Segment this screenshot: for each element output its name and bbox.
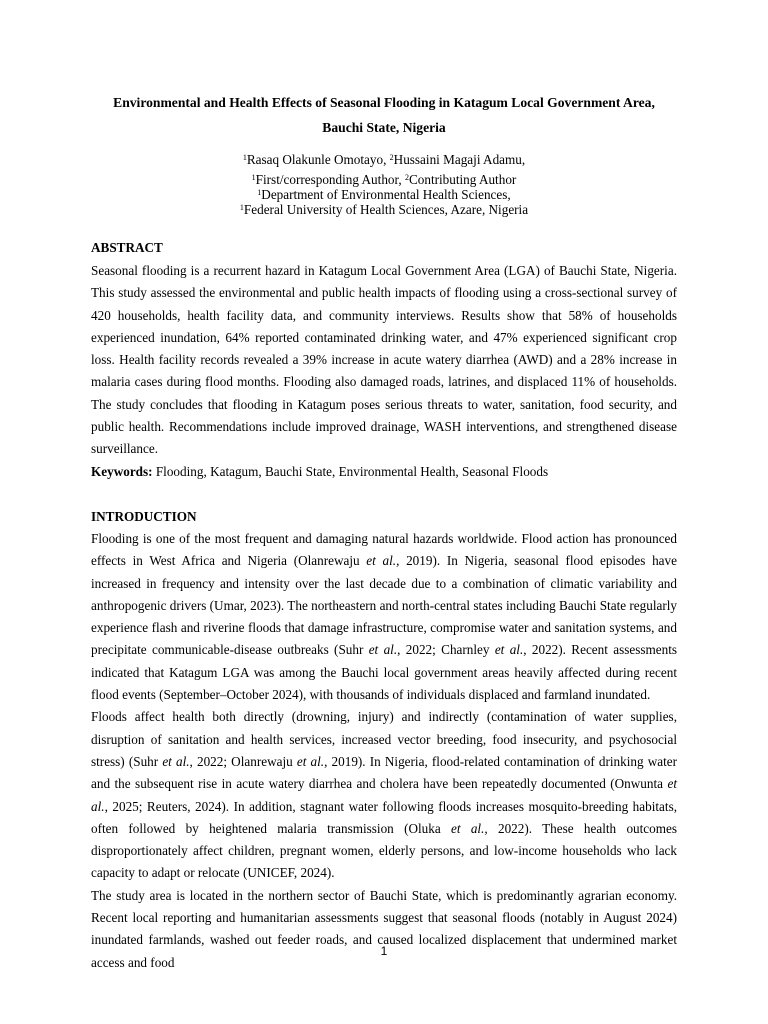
paragraph-text: , 2019). In Nigeria, seasonal flood episodes have increased in frequency and intensity over the last decade due to a combination of climatic variability and anthropogenic drivers (Umar, 2023). The northeastern and north-central states including Bauchi State regularly experience flash and riverine floods that damage infrastructure, compromise water and sanitation systems, and precipitate communicable-disease outbreaks (Suhr	[91, 553, 677, 658]
author-role: Contributing Author	[408, 172, 517, 187]
abstract-text: Seasonal flooding is a recurrent hazard in Katagum Local Government Area (LGA) of Bauchi State, Nigeria. This study assessed the environmental and public health impacts of flooding using a cross-sectional survey of 420 households, health facility data, and community interviews. Results show that 58% of households experienced inundation, 64% reported contaminated drinking water, and 47% experienced significant crop loss. Health facility records revealed a 39% increase in acute watery diarrhea (AWD) and a 28% increase in malaria cases during flood months. Flooding also damaged roads, latrines, and displaced 11% of households. The study concludes that flooding in Katagum poses serious threats to water, sanitation, food security, and public health. Recommendations include improved drainage, WASH interventions, and strengthened disease surveillance.	[91, 263, 677, 457]
citation-etal: et al.	[91, 776, 677, 814]
introduction-body	[91, 528, 677, 974]
intro-paragraph	[91, 706, 677, 884]
citation-etal: et al.	[366, 553, 397, 569]
author-department	[90, 187, 678, 202]
affiliation-mark: 1	[242, 153, 247, 162]
keywords-label: Keywords:	[91, 464, 153, 479]
paragraph-text: , 2022; Olanrewaju	[189, 753, 297, 769]
paragraph-text: , 2019). In Nigeria, flood-related contamination of drinking water and the subsequent rise in acute watery diarrhea and cholera have been repeatedly documented (Onwunta	[91, 753, 677, 792]
affiliation-mark: 1	[251, 173, 256, 182]
author-name: Rasaq Olakunle Omotayo,	[246, 152, 390, 167]
citation-etal: et al.	[296, 753, 325, 769]
author-role: First/corresponding Author,	[255, 172, 405, 187]
author-names	[90, 152, 678, 167]
paragraph-text: , 2022; Charnley	[397, 642, 495, 658]
paragraph-text: , 2025; Reuters, 2024). In addition, stagnant water following floods increases mosquito-breeding habitats, often followed by heightened malaria transmission (Oluka	[91, 798, 677, 836]
author-block	[90, 152, 678, 217]
paragraph-text: 2022). These health outcomes disproportionately affect children, pregnant women, elderly persons, and low-income households who lack capacity to adapt or relocate (UNICEF, 2024).	[91, 820, 677, 881]
title-line-2: Bauchi State, Nigeria	[322, 120, 446, 135]
paragraph-text: Floods affect health both directly (drowning, injury) and indirectly (contamination of water supplies, disruption of sanitation and health services, increased vector breeding, food insecurity, and psychosocial stress) (Suhr	[91, 709, 677, 769]
citation-etal: et al.	[494, 642, 524, 658]
affiliation-mark: 1	[239, 203, 244, 212]
university-text: Federal University of Health Sciences, Azare, Nigeria	[243, 202, 529, 217]
paragraph-text: The study area is located in the northern sector of Bauchi State, which is predominantly agrarian economy. Recent local reporting and humanitarian assessments suggest that seasonal floods (notably in August 2024) inundated farmlands, washed out feeder roads, and caused localized displacement that undermined market access and food	[91, 887, 677, 970]
citation-etal: et al.	[162, 753, 190, 769]
department-text: Department of Environmental Health Sciences,	[261, 187, 511, 202]
page-number: 1	[380, 944, 388, 958]
citation-etal: et al.	[368, 642, 398, 658]
affiliation-mark: 1	[257, 188, 262, 197]
author-university	[90, 202, 678, 217]
intro-paragraph	[91, 885, 677, 974]
paragraph-text: , 2022). Recent assessments indicated that Katagum LGA was among the Bauchi local government areas heavily affected during recent flood events (September–October 2024), with thousands of individuals displaced and farmland inundated.	[91, 642, 677, 703]
author-roles	[90, 172, 678, 187]
title-line-1: Environmental and Health Effects of Seasonal Flooding in Katagum Local Government Area,	[113, 95, 655, 110]
paper-title	[90, 90, 678, 140]
intro-paragraph	[91, 528, 677, 706]
affiliation-mark: 2	[404, 173, 409, 182]
abstract-heading: ABSTRACT	[91, 240, 163, 255]
paragraph-text: Flooding is one of the most frequent and damaging natural hazards worldwide. Flood action has pronounced effects in West Africa and Nigeria (Olanrewaju	[91, 531, 677, 569]
affiliation-mark: 2	[389, 153, 394, 162]
introduction-heading: INTRODUCTION	[91, 509, 197, 524]
author-name: Hussaini Magaji Adamu,	[393, 152, 526, 167]
keywords-text: Flooding, Katagum, Bauchi State, Environmental Health, Seasonal Floods	[152, 464, 549, 479]
keywords-line	[91, 462, 548, 482]
citation-etal: et al.,	[451, 820, 488, 836]
